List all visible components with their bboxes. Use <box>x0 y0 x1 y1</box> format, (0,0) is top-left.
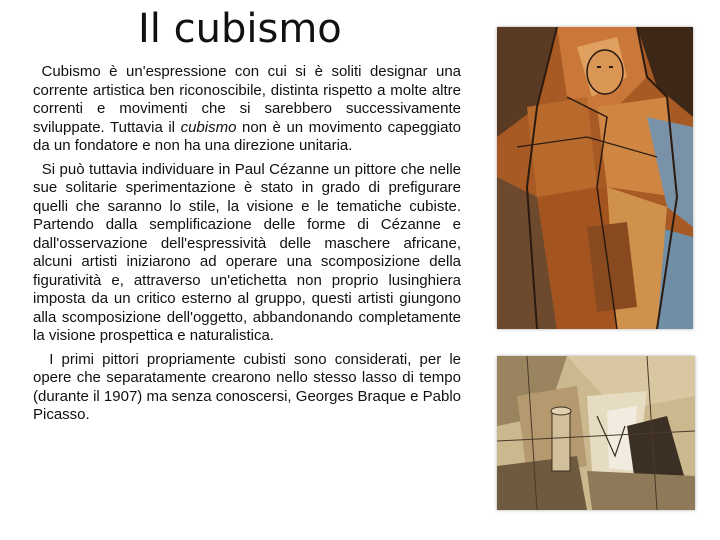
slide-body <box>33 63 461 430</box>
paragraph-1-text-before: Cubismo è un'espressione con cui si è soliti designar una corrente artistica ben riconoscibile, distinta rispetto a molte altre correnti e movimenti che si sarebbero successivamente sviluppate. Tuttavia il <box>33 63 461 136</box>
paragraph-3-text: I primi pittori propriamente cubisti sono considerati, per le opere che separatamente crearono nello stesso lasso di tempo (durante il 1907) ma senza conoscersi, Georges Braque e Pablo Picasso. <box>33 350 461 423</box>
paragraph-1-text-after: non è un movimento capeggiato da un fondatore e non ha una direzione unitaria. <box>33 118 461 154</box>
cubist-painting-figures <box>497 27 693 329</box>
cubist-painting-still-life-image <box>497 356 695 510</box>
paragraph-1 <box>33 63 461 156</box>
paragraph-1-emphasis: cubismo <box>180 118 237 136</box>
cubist-painting-still-life <box>497 356 695 510</box>
paragraph-3 <box>33 351 461 425</box>
paragraph-2-text: Si può tuttavia individuare in Paul Cézanne un pittore che nelle sue solitarie sperimentazione è stato in grado di prefigurare quelli che saranno lo stile, la visione e le tematiche cubiste. Partendo dalla semplificazione delle forme di Cézanne e dall'osservazione dell'espressività delle maschere africane, alcuni artisti iniziarono ad operare una scomposizione della figuratività e, attraverso un'etichetta non proprio lusinghiera imposta da un critico esterno al gruppo, questi artisti giungono alla scomposizione dell'oggetto, abbandonando completamente la visione prospettica e naturalistica. <box>33 160 461 344</box>
paragraph-2 <box>33 161 461 346</box>
cubist-painting-figures-image <box>497 27 693 329</box>
slide-title: Il cubismo <box>138 6 342 52</box>
